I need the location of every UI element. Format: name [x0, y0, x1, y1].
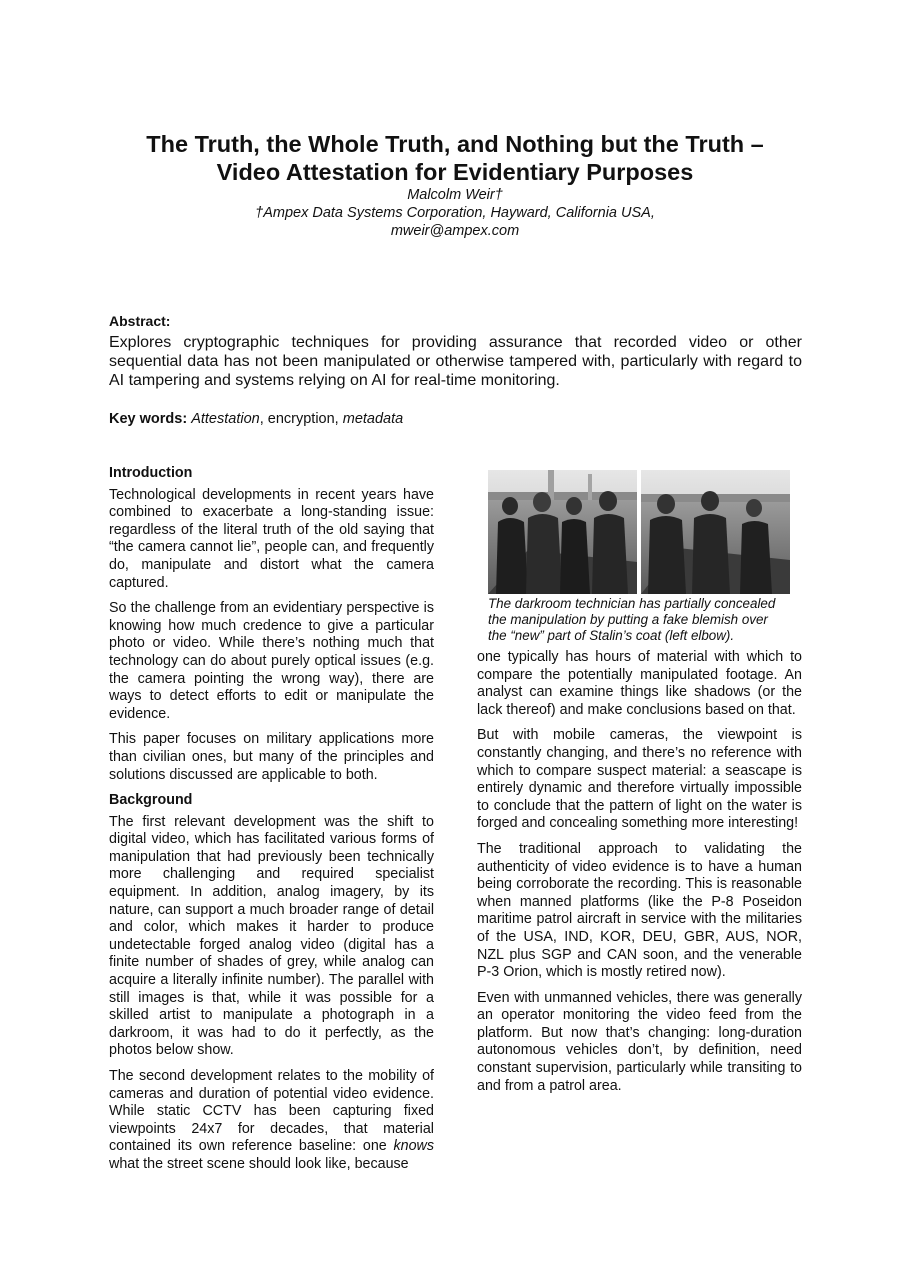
- title-line: Video Attestation for Evidentiary Purposes: [216, 159, 694, 185]
- body-paragraph: This paper focuses on military applications more than civilian ones, but many of the principles and solutions discussed are applicable to both.: [109, 731, 434, 783]
- body-paragraph: Technological developments in recent years have combined to exacerbate a long-standing issue: regardless of the literal truth of the old saying that “the camera cannot lie”, people can, and frequently do, manipulate and distort what the camera captured.: [109, 486, 434, 591]
- keyword-item: Attestation: [191, 411, 260, 427]
- caption-line: The darkroom technician has partially concealed: [488, 596, 776, 611]
- figure-photo-comparison: [488, 470, 790, 644]
- body-paragraph: [109, 1068, 434, 1174]
- body-paragraph: The first relevant development was the shift to digital video, which has facilitated various forms of manipulation that had previously been technically more challenging and required specialist equipment. In addition, analog imagery, by its nature, can support a much broader range of detail and color, which makes it harder to produce undetectable forged analog video (digital has a finite number of shades of grey, while analog can acquire a literally infinite number). The parallel with still images is that, while it was possible for a skilled artist to manipulate a photograph in a darkroom, it was had to do it perfectly, as the photos below show.: [109, 813, 434, 1059]
- keywords-label: Key words:: [109, 411, 188, 427]
- caption-line: the manipulation by putting a fake blemish over: [488, 612, 768, 627]
- keyword-item: , encryption,: [259, 411, 343, 427]
- paper-title: [100, 130, 810, 186]
- body-paragraph: But with mobile cameras, the viewpoint is constantly changing, and there’s no reference with which to compare suspect material: a seascape is entirely dynamic and therefore virtually impossible to conclude that the pattern of light on the water is forged and concealing something more interesting!: [477, 727, 802, 832]
- right-column: [477, 649, 802, 1103]
- stalin-photo-comparison-image: [488, 470, 790, 594]
- body-paragraph: So the challenge from an evidentiary perspective is knowing how much credence to give a particular photo or video. While there’s nothing much that technology can do about purely optical issues (e.g. the camera pointing the wrong way), there are ways to detect efforts to edit or manipulate the evidence.: [109, 600, 434, 722]
- keyword-item: metadata: [342, 411, 404, 427]
- keywords: [109, 410, 403, 428]
- author-email: mweir@ampex.com: [390, 223, 520, 239]
- text-run: what the street scene should look like, because: [109, 1155, 409, 1172]
- title-line: The Truth, the Whole Truth, and Nothing but the Truth –: [146, 131, 764, 157]
- author-name: Malcolm Weir†: [407, 187, 503, 203]
- left-column: [109, 465, 434, 1182]
- author-affiliation: †Ampex Data Systems Corporation, Hayward, California USA,: [255, 205, 655, 221]
- abstract-body: Explores cryptographic techniques for providing assurance that recorded video or other sequential data has not been manipulated or otherwise tampered with, particularly with regard to AI tampering and systems relying on AI for real-time monitoring.: [109, 334, 802, 389]
- body-paragraph: The traditional approach to validating the authenticity of video evidence is to have a human being corroborate the recording. This is reasonable when manned platforms (like the P-8 Poseidon maritime patrol aircraft in service with the militaries of the USA, IND, KOR, DEU, GBR, AUS, NOR, NZL plus SGP and CAN soon, and the venerable P-3 Orion, which is mostly retired now).: [477, 840, 802, 981]
- caption-line: the “new” part of Stalin’s coat (left elbow).: [488, 628, 735, 643]
- abstract-heading: Abstract:: [109, 313, 171, 329]
- author-block: [100, 186, 810, 240]
- body-paragraph: Even with unmanned vehicles, there was generally an operator monitoring the video feed from the platform. But now that’s changing: long-duration autonomous vehicles don’t, by definition, need constant supervision, particularly while transiting to and from a patrol area.: [477, 989, 802, 1094]
- figure-caption: [488, 596, 790, 644]
- section-heading-introduction: Introduction: [109, 465, 193, 481]
- section-heading-background: Background: [109, 792, 193, 809]
- body-paragraph: one typically has hours of material with which to compare the potentially manipulated footage. An analyst can examine things like shadows (or the lack thereof) and make conclusions based on that.: [477, 649, 802, 718]
- text-run-italic: knows: [393, 1138, 434, 1155]
- text-run: The second development relates to the mobility of cameras and duration of potential video evidence. While static CCTV has been capturing fixed viewpoints 24x7 for decades, that material contained its own reference baseline: one: [109, 1068, 434, 1155]
